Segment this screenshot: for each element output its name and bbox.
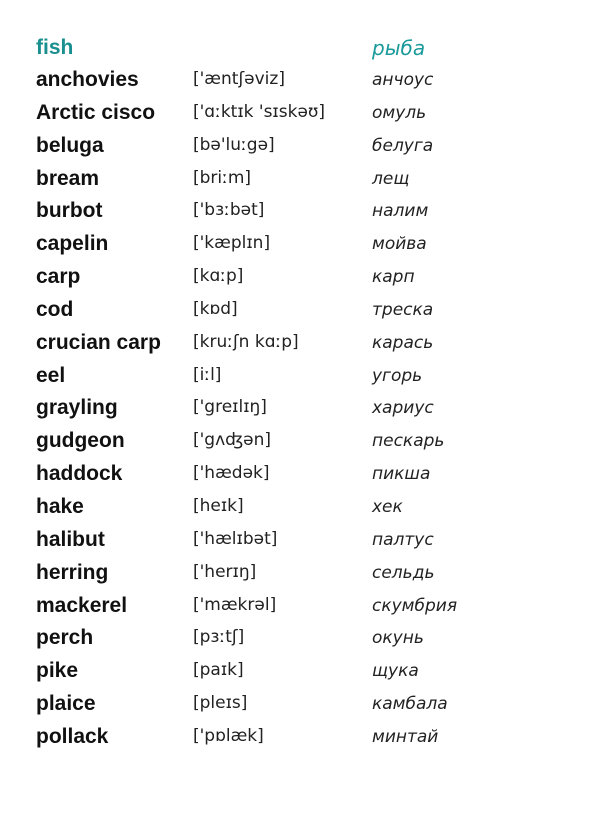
english-word: cod bbox=[36, 297, 74, 321]
transcription: ['greɪlɪŋ] bbox=[193, 397, 267, 418]
section-title-translation: рыба bbox=[372, 36, 426, 60]
english-word: perch bbox=[36, 626, 94, 650]
english-word: haddock bbox=[36, 462, 123, 486]
russian-translation: минтай bbox=[372, 726, 439, 747]
transcription: ['hælɪbət] bbox=[193, 528, 278, 549]
russian-translation: пескарь bbox=[372, 431, 445, 452]
english-word: anchovies bbox=[36, 68, 139, 91]
list-item bbox=[36, 458, 566, 491]
transcription: ['pɒlæk] bbox=[193, 725, 264, 746]
list-item bbox=[36, 130, 566, 163]
transcription: ['hædək] bbox=[193, 463, 270, 484]
transcription: [kruːʃn kɑːp] bbox=[193, 331, 299, 352]
transcription: ['bɜːbət] bbox=[193, 200, 265, 221]
english-word: crucian carp bbox=[36, 330, 161, 354]
list-item bbox=[36, 228, 566, 261]
russian-translation: хек bbox=[372, 496, 403, 517]
list-item bbox=[36, 425, 566, 458]
transcription: [kɑːp] bbox=[193, 266, 244, 287]
list-item bbox=[36, 655, 566, 688]
english-word: pike bbox=[36, 659, 79, 683]
transcription: [pɜːtʃ] bbox=[193, 627, 245, 648]
english-word: gudgeon bbox=[36, 429, 125, 453]
english-word: capelin bbox=[36, 232, 109, 256]
list-item bbox=[36, 294, 566, 327]
transcription: [heɪk] bbox=[193, 495, 244, 516]
vocabulary-list bbox=[36, 64, 566, 754]
russian-translation: треска bbox=[372, 299, 434, 320]
list-item bbox=[36, 327, 566, 360]
russian-translation: карп bbox=[372, 267, 415, 288]
english-word: bream bbox=[36, 166, 100, 190]
list-item bbox=[36, 195, 566, 228]
english-word: eel bbox=[36, 363, 66, 387]
transcription: [iːl] bbox=[193, 364, 222, 385]
russian-translation: угорь bbox=[372, 365, 423, 386]
russian-translation: омуль bbox=[372, 102, 427, 123]
transcription: [kɒd] bbox=[193, 298, 238, 319]
list-item bbox=[36, 590, 566, 623]
russian-translation: окунь bbox=[372, 628, 424, 649]
english-word: mackerel bbox=[36, 593, 128, 617]
transcription: ['gʌʤən] bbox=[193, 430, 272, 451]
transcription: [bə'luːgə] bbox=[193, 134, 275, 155]
english-word: pollack bbox=[36, 724, 109, 748]
list-item bbox=[36, 524, 566, 557]
list-item bbox=[36, 721, 566, 754]
list-item bbox=[36, 557, 566, 590]
transcription: ['herɪŋ] bbox=[193, 561, 257, 582]
section-header bbox=[36, 32, 556, 64]
transcription: [paɪk] bbox=[193, 660, 244, 681]
english-word: grayling bbox=[36, 396, 118, 420]
english-word: beluga bbox=[36, 133, 104, 157]
list-item bbox=[36, 64, 566, 97]
english-word: Arctic cisco bbox=[36, 100, 156, 124]
section-title: fish bbox=[36, 36, 74, 59]
russian-translation: лещ bbox=[372, 168, 410, 189]
english-word: plaice bbox=[36, 692, 96, 716]
russian-translation: налим bbox=[372, 201, 429, 222]
transcription: ['ɑːktɪk 'sɪskəʊ] bbox=[193, 101, 326, 122]
english-word: herring bbox=[36, 560, 109, 584]
transcription: ['mækrəl] bbox=[193, 594, 277, 615]
list-item bbox=[36, 491, 566, 524]
english-word: carp bbox=[36, 265, 81, 289]
list-item bbox=[36, 360, 566, 393]
english-word: halibut bbox=[36, 527, 105, 551]
russian-translation: камбала bbox=[372, 694, 448, 715]
russian-translation: сельдь bbox=[372, 562, 435, 583]
list-item bbox=[36, 97, 566, 130]
english-word: hake bbox=[36, 494, 84, 518]
list-item bbox=[36, 688, 566, 721]
russian-translation: хариус bbox=[372, 398, 434, 419]
transcription: [pleɪs] bbox=[193, 693, 248, 714]
list-item bbox=[36, 163, 566, 196]
english-word: burbot bbox=[36, 199, 103, 223]
russian-translation: пикша bbox=[372, 464, 431, 485]
transcription: [briːm] bbox=[193, 167, 252, 188]
list-item bbox=[36, 622, 566, 655]
russian-translation: палтус bbox=[372, 529, 434, 550]
russian-translation: скумбрия bbox=[372, 595, 458, 616]
russian-translation: белуга bbox=[372, 135, 434, 156]
list-item bbox=[36, 392, 566, 425]
russian-translation: анчоус bbox=[372, 70, 434, 90]
transcription: ['kæplɪn] bbox=[193, 233, 271, 254]
list-item bbox=[36, 261, 566, 294]
russian-translation: карась bbox=[372, 332, 434, 353]
transcription: ['æntʃəviz] bbox=[193, 69, 285, 89]
russian-translation: щука bbox=[372, 661, 419, 682]
russian-translation: мойва bbox=[372, 234, 427, 255]
